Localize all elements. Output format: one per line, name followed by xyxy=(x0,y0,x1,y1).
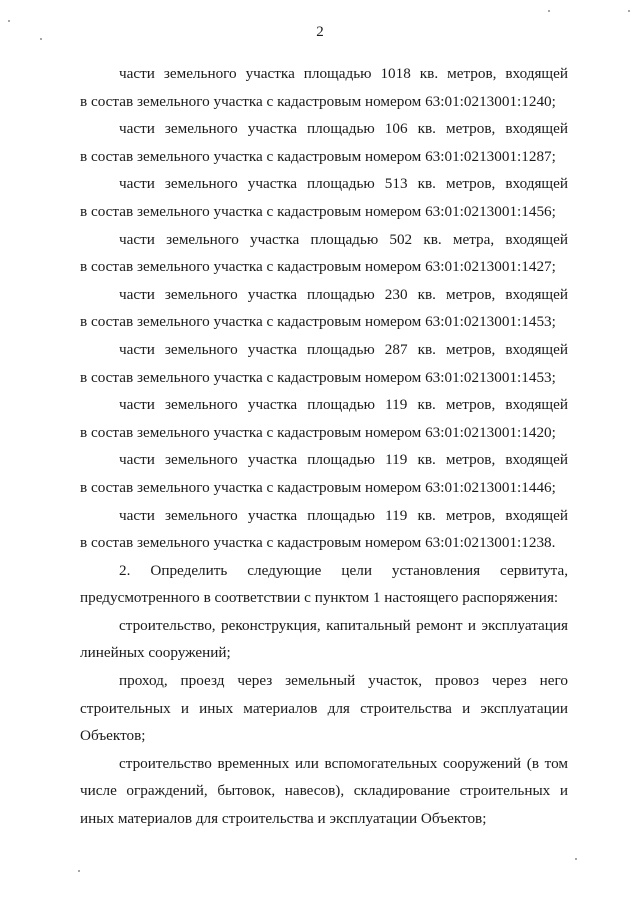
land-part-line-2: в состав земельного участка с кадастровым номером 63:01:0213001:1287; xyxy=(80,147,556,165)
item-2-paragraph xyxy=(80,557,568,612)
land-part-line-2: в состав земельного участка с кадастровым номером 63:01:0213001:1427; xyxy=(80,258,556,276)
scan-speck xyxy=(78,870,80,872)
land-part-paragraph xyxy=(80,336,568,391)
land-part-line-2: в состав земельного участка с кадастровым номером 63:01:0213001:1446; xyxy=(80,478,556,496)
land-part-line-1: части земельного участка площадью 502 кв. метра, входящей xyxy=(119,230,568,248)
scan-speck xyxy=(628,10,630,12)
land-part-line-2: в состав земельного участка с кадастровым номером 63:01:0213001:1453; xyxy=(80,368,556,386)
land-part-line-1: части земельного участка площадью 119 кв. метров, входящей xyxy=(119,451,568,469)
land-part-line-2: в состав земельного участка с кадастровым номером 63:01:0213001:1420; xyxy=(80,423,556,441)
purpose-paragraph: строительство, реконструкция, капитальный ремонт и эксплуатация линейных сооружений; xyxy=(80,616,568,662)
scan-speck xyxy=(548,10,550,12)
land-part-paragraph xyxy=(80,446,568,501)
land-part-line-2: в состав земельного участка с кадастровым номером 63:01:0213001:1456; xyxy=(80,202,556,220)
land-part-paragraph xyxy=(80,60,568,115)
land-part-line-1: части земельного участка площадью 119 кв. метров, входящей xyxy=(119,506,568,524)
purpose-paragraph: проход, проезд через земельный участок, провоз через него строительных и иных материалов для строительства и эксплуатации Объектов; xyxy=(80,672,568,745)
land-part-line-1: части земельного участка площадью 230 кв. метров, входящей xyxy=(119,285,568,303)
purpose-paragraph: строительство временных или вспомогательных сооружений (в том числе ограждений, бытовок, навесов), складирование строительных и иных материалов для строительства и эксплуатации Объектов; xyxy=(80,754,568,828)
land-part-line-1: части земельного участка площадью 513 кв. метров, входящей xyxy=(119,175,568,193)
scan-speck xyxy=(8,20,10,22)
land-part-line-2: в состав земельного участка с кадастровым номером 63:01:0213001:1453; xyxy=(80,313,556,331)
page-number: 2 xyxy=(316,24,324,40)
item-2-line-2: предусмотренного в соответствии с пунктом 1 настоящего распоряжения: xyxy=(80,589,559,607)
land-part-line-1: части земельного участка площадью 119 кв. метров, входящей xyxy=(119,396,568,414)
land-part-paragraph xyxy=(80,115,568,170)
land-part-paragraph xyxy=(80,281,568,336)
scan-speck xyxy=(40,38,42,40)
land-part-paragraph xyxy=(80,502,568,557)
land-part-line-1: части земельного участка площадью 106 кв. метров, входящей xyxy=(119,120,568,138)
land-part-line-2: в состав земельного участка с кадастровым номером 63:01:0213001:1238. xyxy=(80,534,556,552)
land-part-line-2: в состав земельного участка с кадастровым номером 63:01:0213001:1240; xyxy=(80,92,556,110)
scan-speck xyxy=(575,858,577,860)
land-part-line-1: части земельного участка площадью 1018 кв. метров, входящей xyxy=(119,65,568,82)
land-part-paragraph xyxy=(80,391,568,446)
document-body xyxy=(80,60,568,833)
land-part-line-1: части земельного участка площадью 287 кв. метров, входящей xyxy=(119,340,568,358)
land-part-paragraph xyxy=(80,170,568,225)
land-part-paragraph xyxy=(80,226,568,281)
item-2-line-1: 2. Определить следующие цели установления сервитута, xyxy=(119,561,568,579)
